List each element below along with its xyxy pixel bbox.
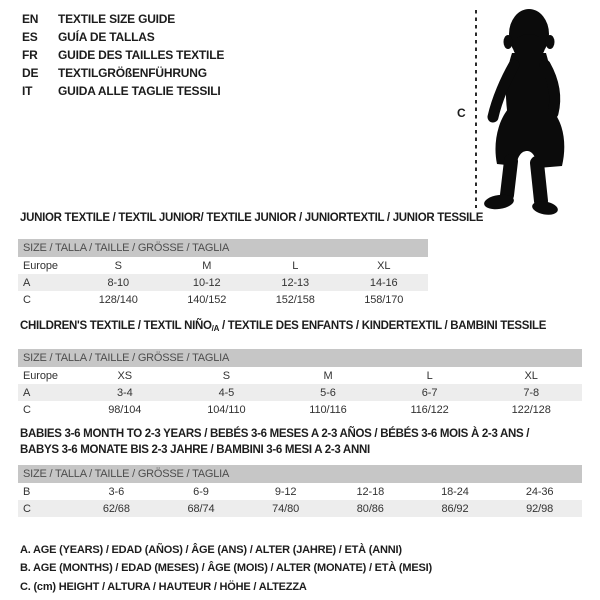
language-title: GUÍA DE TALLAS (58, 30, 155, 44)
section-junior (18, 212, 484, 308)
size-cell: M (202, 259, 212, 272)
section-title-babies (20, 426, 582, 458)
size-cell: 5-6 (277, 384, 379, 401)
size-cell: 62/68 (74, 500, 159, 517)
language-code: EN (22, 12, 39, 26)
size-cell: XL (524, 369, 538, 382)
table-header-row (18, 239, 428, 257)
size-cell: 104/110 (207, 403, 246, 416)
table-row-height (18, 291, 428, 308)
size-cell: S (222, 369, 231, 382)
row-label: Europe (23, 369, 58, 382)
size-cell: 12-13 (251, 274, 340, 291)
footnote-age-years: A. AGE (YEARS) / EDAD (AÑOS) / ÂGE (ANS) / ALTER (JAHRE) / ETÀ (ANNI) (20, 544, 402, 556)
size-cell: 18-24 (441, 485, 469, 498)
title-text: / TEXTILE DES ENFANTS / KINDERTEXTIL / BAMBINI TESSILE (219, 320, 547, 332)
title-line2: BABYS 3-6 MONATE BIS 2-3 JAHRE / BAMBINI 3-6 MESI A 2-3 ANNI (20, 444, 370, 456)
language-title: GUIDE DES TAILLES TEXTILE (58, 48, 225, 62)
size-cell: 92/98 (497, 500, 582, 517)
language-code: IT (22, 84, 33, 98)
height-measure-label: C (457, 106, 466, 120)
size-cell: 10-12 (163, 274, 252, 291)
size-cell: 116/122 (410, 403, 449, 416)
size-cell: 3-4 (74, 384, 176, 401)
row-label: C (18, 500, 74, 517)
section-babies (18, 426, 582, 517)
language-code: DE (22, 66, 39, 80)
table-row-height (18, 500, 582, 517)
section-title-junior: JUNIOR TEXTILE / TEXTIL JUNIOR/ TEXTILE JUNIOR / JUNIORTEXTIL / JUNIOR TESSILE (20, 212, 484, 224)
size-cell: 86/92 (413, 500, 498, 517)
row-label: A (18, 274, 74, 291)
size-table-junior (18, 239, 428, 308)
size-cell: 3-6 (108, 485, 125, 498)
table-row-europe (18, 367, 582, 384)
size-header: SIZE / TALLA / TAILLE / GRÖSSE / TAGLIA (18, 465, 582, 483)
row-label: A (18, 384, 74, 401)
section-children (18, 320, 582, 418)
section-title-children (20, 320, 582, 335)
size-header: SIZE / TALLA / TAILLE / GRÖSSE / TAGLIA (18, 349, 582, 367)
title-line1: BABIES 3-6 MONTH TO 2-3 YEARS / BEBÉS 3-6 MESES A 2-3 AÑOS / BÉBÉS 3-6 MOIS À 2-3 ANS / (20, 428, 530, 440)
baby-silhouette-icon (470, 5, 580, 220)
table-header-row (18, 465, 582, 483)
size-cell: 122/128 (511, 403, 551, 416)
size-cell: XL (377, 259, 391, 272)
size-table-children (18, 349, 582, 418)
language-title: TEXTILE SIZE GUIDE (58, 12, 176, 26)
table-header-row (18, 349, 582, 367)
size-cell: 8-10 (74, 274, 163, 291)
footnote-height: C. (cm) HEIGHT / ALTURA / HAUTEUR / HÖHE / ALTEZZA (20, 580, 307, 593)
table-row-europe (18, 257, 428, 274)
size-cell: 4-5 (176, 384, 278, 401)
size-cell: L (292, 259, 299, 272)
size-cell: 12-18 (356, 485, 385, 498)
language-title: TEXTILGRÖßENFÜHRUNG (58, 66, 207, 80)
size-cell: 74/80 (243, 500, 328, 517)
size-cell: 152/158 (275, 293, 315, 306)
size-cell: 128/140 (98, 293, 138, 306)
baby-silhouette (483, 9, 564, 217)
size-cell: 80/86 (328, 500, 413, 517)
language-title: GUIDA ALLE TAGLIE TESSILI (58, 84, 221, 98)
size-cell: 110/116 (309, 403, 347, 416)
size-cell: 68/74 (159, 500, 244, 517)
size-cell: 140/152 (187, 293, 227, 306)
footnote-legend (20, 541, 432, 596)
title-subscript: /A (211, 324, 220, 333)
size-cell: 6-9 (193, 485, 209, 498)
table-row-age (18, 274, 428, 291)
row-label: C (23, 293, 31, 306)
size-cell: L (426, 369, 433, 382)
baby-figure-area (0, 0, 600, 220)
title-text: CHILDREN'S TEXTILE / TEXTIL NIÑO (20, 320, 212, 332)
row-label: C (23, 403, 31, 416)
language-code: FR (22, 48, 38, 62)
size-cell: 158/170 (364, 293, 404, 306)
size-cell: 98/104 (108, 403, 142, 416)
size-cell: 24-36 (525, 485, 554, 498)
size-cell: S (114, 259, 122, 272)
table-row-height (18, 401, 582, 418)
size-cell: 14-16 (340, 274, 429, 291)
language-code: ES (22, 30, 38, 44)
size-header: SIZE / TALLA / TAILLE / GRÖSSE / TAGLIA (18, 239, 428, 257)
size-cell: 6-7 (379, 384, 481, 401)
size-cell: 7-8 (480, 384, 582, 401)
size-cell: 9-12 (274, 485, 297, 498)
size-table-babies (18, 465, 582, 517)
footnote-age-months: B. AGE (MONTHS) / EDAD (MESES) / ÂGE (MOIS) / ALTER (MONATE) / ETÀ (MESI) (20, 562, 432, 575)
row-label: B (23, 485, 31, 498)
row-label: Europe (23, 259, 58, 272)
size-cell: XS (117, 369, 133, 382)
table-row-age (18, 384, 582, 401)
table-row-age-months (18, 483, 582, 500)
size-cell: M (323, 369, 333, 382)
